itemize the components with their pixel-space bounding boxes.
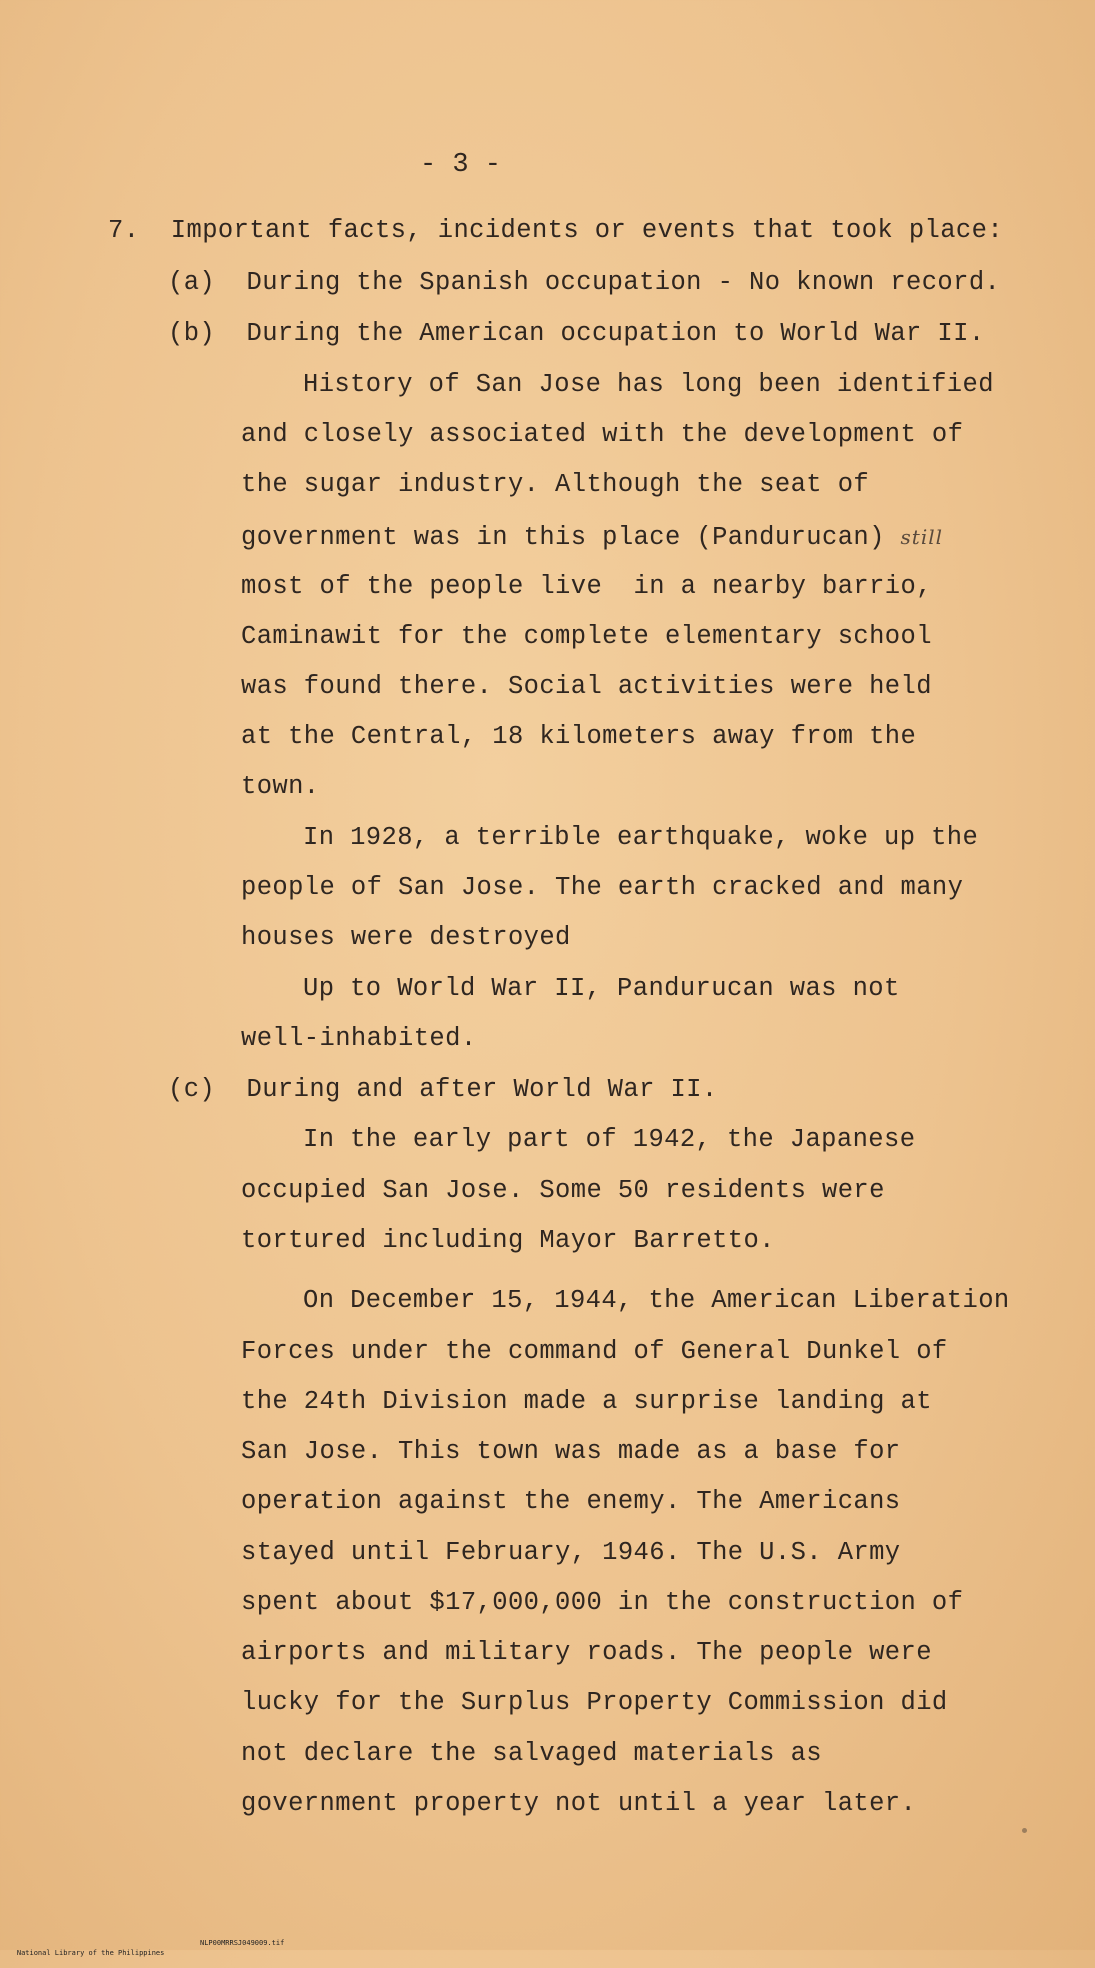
text-line: government property not until a year later. — [241, 1789, 917, 1818]
text-line: In 1928, a terrible earthquake, woke up the — [303, 823, 979, 852]
text-line: most of the people live in a nearby barrio, — [241, 572, 932, 601]
text-line: In the early part of 1942, the Japanese — [303, 1125, 916, 1154]
text-line: was found there. Social activities were held — [241, 672, 932, 701]
text-line: On December 15, 1944, the American Liberation — [303, 1286, 1010, 1315]
item-7-heading: 7. Important facts, incidents or events that took place: — [108, 216, 1004, 245]
handwritten-annotation: still — [900, 525, 944, 549]
text-line: houses were destroyed — [241, 923, 571, 952]
text-line: at the Central, 18 kilometers away from the — [241, 722, 917, 751]
text-line: well-inhabited. — [241, 1024, 477, 1053]
text-line: stayed until February, 1946. The U.S. Army — [241, 1538, 901, 1567]
text-line: spent about $17,000,000 in the construction of — [241, 1588, 964, 1617]
page-number: - 3 - — [420, 150, 502, 180]
footer-filename: NLP00MRRSJ049009.tif — [200, 1939, 285, 1947]
text-line: operation against the enemy. The Americans — [241, 1487, 901, 1516]
paper-speck — [1022, 1828, 1027, 1833]
item-b-american: (b) During the American occupation to World War II. — [168, 319, 985, 348]
text-line: people of San Jose. The earth cracked and many — [241, 873, 964, 902]
text-line: not declare the salvaged materials as — [241, 1739, 822, 1768]
footer-archive: National Library of the Philippines — [16, 1949, 165, 1957]
text-line: Caminawit for the complete elementary school — [241, 622, 932, 651]
text-line: History of San Jose has long been identified — [303, 370, 994, 399]
item-c-wartime: (c) During and after World War II. — [168, 1075, 718, 1104]
archive-footer — [0, 1938, 285, 1968]
text-line: Forces under the command of General Dunkel of — [241, 1337, 948, 1366]
text-line-body: government was in this place (Pandurucan) — [241, 523, 885, 552]
text-line: the 24th Division made a surprise landing at — [241, 1387, 932, 1416]
text-line: the sugar industry. Although the seat of — [241, 470, 870, 499]
item-a-spanish: (a) During the Spanish occupation - No known record. — [168, 268, 1001, 297]
text-line: airports and military roads. The people were — [241, 1638, 932, 1667]
text-line — [241, 522, 943, 553]
text-line: lucky for the Surplus Property Commission did — [241, 1688, 948, 1717]
text-line: occupied San Jose. Some 50 residents were — [241, 1176, 885, 1205]
text-line: town. — [241, 772, 320, 801]
text-line: and closely associated with the development of — [241, 420, 964, 449]
text-line: tortured including Mayor Barretto. — [241, 1226, 775, 1255]
text-line: San Jose. This town was made as a base for — [241, 1437, 901, 1466]
text-line: Up to World War II, Pandurucan was not — [303, 974, 900, 1003]
